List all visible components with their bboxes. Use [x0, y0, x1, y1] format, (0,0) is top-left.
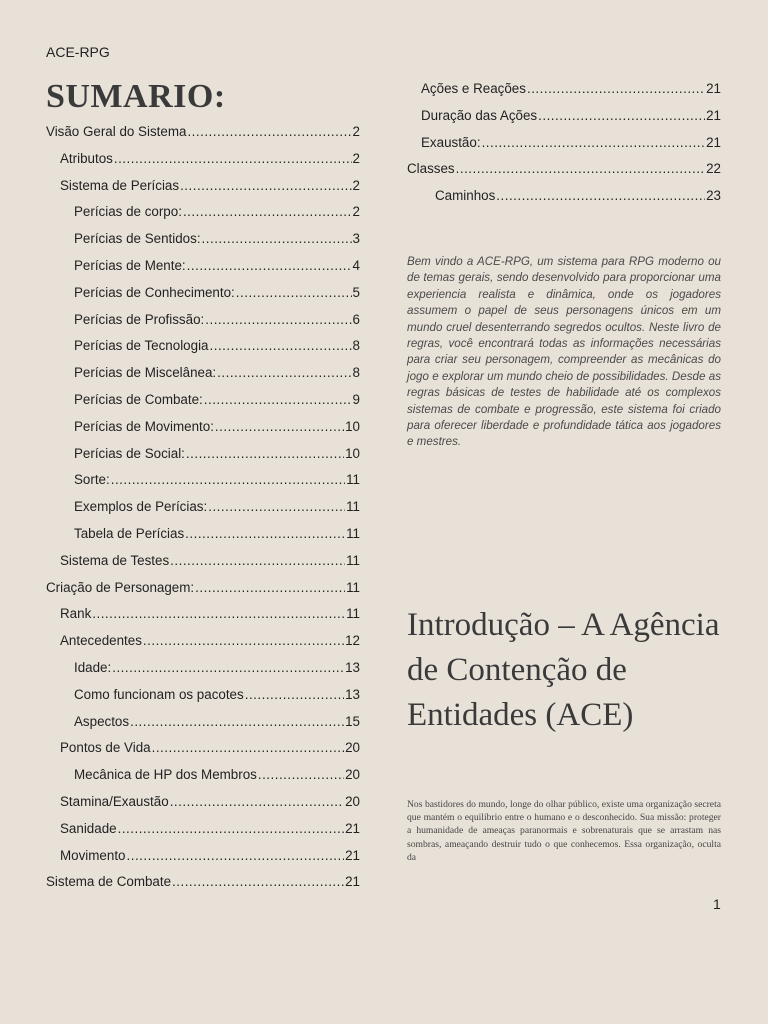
toc-entry[interactable]	[46, 119, 360, 146]
toc-leader-dots	[186, 441, 344, 468]
toc-entry-page: 5	[352, 284, 360, 300]
toc-entry-page: 10	[345, 445, 360, 461]
toc-leader-dots	[482, 130, 706, 157]
toc-entry[interactable]	[46, 575, 360, 602]
toc-leader-dots	[180, 173, 351, 200]
toc-entry-page: 15	[345, 713, 360, 729]
toc-entry-page: 11	[346, 499, 360, 515]
toc-entry-page: 2	[352, 177, 360, 193]
toc-entry-page: 20	[345, 793, 360, 809]
toc-leader-dots	[185, 521, 345, 548]
toc-leader-dots	[204, 387, 352, 414]
toc-entry-title: Tabela de Perícias	[74, 525, 185, 541]
toc-entry[interactable]	[46, 869, 360, 896]
toc-leader-dots	[183, 199, 352, 226]
intro-paragraph: Bem vindo a ACE-RPG, um sistema para RPG moderno ou de temas gerais, sendo desenvolvido para proporcionar uma experiencia realista e dinâmica, onde os jogadores assumem o papel de seus personagens únicos em um mundo cruel desenterrando segredos ocultos. Neste livro de regras, você encontrará todas as informações necessárias para criar seu personagem, compreender as mecânicas do jogo e explorar um mundo cheio de possibilidades. Desde as regras básicas de testes de habilidade até os complexos sistemas de combate e progressão, este sistema foi criado para oferecer liberdade e profundidade tática aos jogadores e mestres.	[407, 255, 721, 449]
toc-entry[interactable]	[46, 280, 360, 307]
toc-leader-dots	[114, 146, 352, 173]
toc-leader-dots	[172, 869, 344, 896]
toc-entry-title: Movimento	[60, 847, 126, 863]
toc-leader-dots	[170, 548, 345, 575]
toc-entry-title: Pontos de Vida	[60, 740, 151, 756]
toc-left-column	[46, 119, 360, 896]
toc-entry[interactable]	[46, 226, 360, 253]
toc-entry[interactable]	[407, 183, 721, 210]
toc-entry-page: 20	[345, 740, 360, 756]
toc-entry[interactable]	[46, 709, 360, 736]
toc-entry-page: 2	[352, 150, 360, 166]
toc-entry-title: Perícias de Profissão:	[74, 311, 205, 327]
toc-entry-title: Sistema de Testes	[60, 552, 170, 568]
page-number: 1	[713, 896, 721, 912]
toc-entry[interactable]	[46, 360, 360, 387]
toc-entry-page: 20	[345, 767, 360, 783]
toc-entry-page: 11	[346, 552, 360, 568]
toc-entry-title: Sistema de Combate	[46, 874, 172, 890]
toc-entry-page: 11	[346, 606, 360, 622]
toc-entry[interactable]	[46, 387, 360, 414]
toc-leader-dots	[496, 183, 705, 210]
toc-leader-dots	[538, 103, 705, 130]
toc-entry-title: Perícias de Miscelânea:	[74, 365, 217, 381]
toc-entry-page: 22	[706, 161, 721, 177]
toc-entry-title: Atributos	[60, 150, 113, 166]
toc-entry-page: 21	[345, 820, 360, 836]
toc-entry-title: Idade:	[74, 659, 112, 675]
toc-leader-dots	[92, 601, 345, 628]
toc-entry-title: Exemplos de Perícias:	[74, 499, 208, 515]
toc-entry[interactable]	[46, 682, 360, 709]
toc-entry[interactable]	[46, 628, 360, 655]
toc-entry-title: Antecedentes	[60, 633, 142, 649]
toc-entry-page: 11	[346, 472, 360, 488]
section-title: Introdução – A Agência de Contenção de Entidades (ACE)	[407, 607, 720, 733]
toc-entry-page: 21	[706, 134, 721, 150]
toc-entry[interactable]	[46, 655, 360, 682]
toc-entry[interactable]	[46, 173, 360, 200]
toc-entry-page: 13	[345, 659, 360, 675]
toc-entry[interactable]	[46, 789, 360, 816]
document-header-label: ACE-RPG	[46, 44, 110, 60]
toc-entry-page: 21	[345, 847, 360, 863]
toc-leader-dots	[118, 816, 345, 843]
toc-entry[interactable]	[46, 414, 360, 441]
toc-entry-page: 9	[352, 391, 360, 407]
toc-entry-title: Perícias de Movimento:	[74, 418, 214, 434]
toc-entry[interactable]	[407, 130, 721, 157]
toc-entry-page: 21	[706, 81, 721, 96]
toc-leader-dots	[208, 494, 345, 521]
toc-leader-dots	[210, 333, 352, 360]
toc-leader-dots	[187, 253, 352, 280]
toc-entry-title: Perícias de Mente:	[74, 257, 186, 273]
toc-entry-title: Mecânica de HP dos Membros	[74, 767, 257, 783]
toc-leader-dots	[152, 735, 345, 762]
toc-entry-title: Aspectos	[74, 713, 130, 729]
toc-entry-page: 10	[345, 418, 360, 434]
toc-entry-page: 11	[346, 525, 360, 541]
toc-leader-dots	[245, 682, 344, 709]
toc-entry-page: 11	[346, 579, 360, 595]
toc-entry-page: 2	[352, 204, 360, 220]
toc-entry[interactable]	[46, 521, 360, 548]
toc-entry[interactable]	[46, 816, 360, 843]
toc-leader-dots	[130, 709, 344, 736]
toc-title: SUMARIO:	[46, 78, 226, 115]
toc-right-column	[407, 76, 721, 210]
toc-entry[interactable]	[46, 199, 360, 226]
toc-leader-dots	[127, 843, 345, 870]
toc-entry[interactable]	[46, 307, 360, 334]
toc-entry[interactable]	[46, 467, 360, 494]
toc-entry-page: 6	[352, 311, 360, 327]
toc-entry[interactable]	[46, 548, 360, 575]
toc-entry[interactable]	[407, 76, 721, 103]
toc-leader-dots	[217, 360, 351, 387]
toc-entry-page: 4	[352, 257, 360, 273]
toc-entry[interactable]	[46, 494, 360, 521]
toc-leader-dots	[456, 156, 705, 183]
toc-entry-title: Ações e Reações	[421, 81, 526, 96]
toc-entry-title: Duração das Ações	[421, 107, 538, 123]
toc-leader-dots	[205, 307, 351, 334]
toc-leader-dots	[258, 762, 344, 789]
toc-entry[interactable]	[46, 762, 360, 789]
toc-entry-title: Caminhos	[435, 188, 496, 204]
toc-entry-page: 21	[706, 107, 721, 123]
toc-entry-page: 21	[345, 874, 360, 890]
toc-entry-title: Sanidade	[60, 820, 117, 836]
toc-entry-title: Stamina/Exaustão	[60, 793, 169, 809]
toc-leader-dots	[215, 414, 344, 441]
toc-entry-title: Rank	[60, 606, 92, 622]
toc-entry-page: 23	[706, 188, 721, 204]
toc-leader-dots	[527, 76, 705, 103]
toc-entry-title: Perícias de Tecnologia	[74, 338, 209, 354]
toc-entry[interactable]	[46, 735, 360, 762]
toc-entry-title: Perícias de corpo:	[74, 204, 182, 220]
toc-entry-title: Perícias de Sentidos:	[74, 231, 201, 247]
toc-entry-title: Perícias de Combate:	[74, 391, 203, 407]
toc-entry-title: Perícias de Conhecimento:	[74, 284, 235, 300]
toc-entry-page: 8	[352, 338, 360, 354]
toc-entry-title: Sistema de Perícias	[60, 177, 180, 193]
toc-entry-title: Classes	[407, 161, 455, 177]
toc-entry-title: Visão Geral do Sistema	[46, 124, 187, 139]
toc-entry[interactable]	[407, 156, 721, 183]
toc-entry-title: Exaustão:	[421, 134, 481, 150]
toc-entry[interactable]	[46, 146, 360, 173]
section-body: Nos bastidores do mundo, longe do olhar público, existe uma organização secreta que mantém o equilíbrio entre o humano e o desconhecido. Sua missão: proteger a humanidade de ameaças paranormais e sobrenaturais que se arrastam nas sombras, ameaçando destruir tudo o que conhecemos. Essa organização, oculta da	[407, 799, 721, 863]
toc-leader-dots	[143, 628, 344, 655]
toc-entry[interactable]	[46, 333, 360, 360]
toc-entry-title: Sorte:	[74, 472, 110, 488]
toc-entry[interactable]	[407, 103, 721, 130]
toc-entry[interactable]	[46, 441, 360, 468]
toc-leader-dots	[112, 655, 344, 682]
toc-leader-dots	[187, 119, 351, 146]
toc-entry[interactable]	[46, 601, 360, 628]
toc-leader-dots	[236, 280, 352, 307]
toc-entry-page: 8	[352, 365, 360, 381]
toc-entry[interactable]	[46, 843, 360, 870]
toc-entry[interactable]	[46, 253, 360, 280]
toc-leader-dots	[202, 226, 352, 253]
toc-entry-page: 12	[345, 633, 360, 649]
toc-entry-page: 2	[352, 124, 360, 139]
toc-entry-page: 13	[345, 686, 360, 702]
toc-entry-title: Perícias de Social:	[74, 445, 185, 461]
toc-entry-page: 3	[352, 231, 360, 247]
toc-entry-title: Como funcionam os pacotes	[74, 686, 244, 702]
toc-leader-dots	[170, 789, 344, 816]
toc-entry-title: Criação de Personagem:	[46, 579, 195, 595]
toc-leader-dots	[111, 467, 345, 494]
toc-leader-dots	[195, 575, 345, 602]
